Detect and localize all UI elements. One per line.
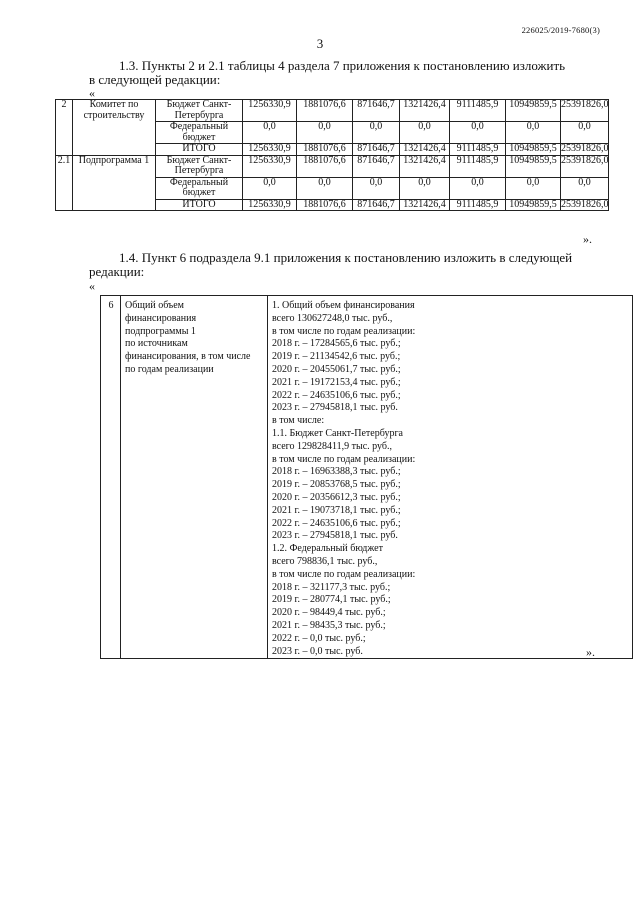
paragraph-line: 1.4. Пункт 6 подраздела 9.1 приложения к постановлению изложить в следующей [119,250,573,265]
value-cell: 1881076,6 [297,144,353,156]
close-quote: ». [586,645,595,659]
content-line: 2018 г. – 16963388,3 тыс. руб.; [272,466,401,478]
content-line: всего 130627248,0 тыс. руб., [272,312,393,324]
content-line: 2019 г. – 21134542,6 тыс. руб.; [272,351,401,363]
paragraph-1-4 [89,251,596,279]
value-cell: 0,0 [243,177,297,199]
funding-source: Федеральный бюджет [156,122,243,144]
value-cell: 0,0 [506,122,561,144]
value-cell: 1256330,9 [243,199,297,211]
content-line: в том числе по годам реализации: [272,453,416,465]
table-row [56,100,609,122]
content-line: 1.1. Бюджет Санкт-Петербурга [272,427,403,439]
content-line: 2018 г. – 321177,3 тыс. руб.; [272,581,391,593]
value-cell: 0,0 [450,122,506,144]
funding-source: Бюджет Санкт-Петербурга [156,155,243,177]
label-line: финансирования, в том числе [125,351,251,363]
funding-source: ИТОГО [156,144,243,156]
value-cell: 10949859,5 [506,199,561,211]
page-number: 3 [316,36,324,51]
subprogram-table [100,295,633,659]
table-row [56,155,609,177]
content-line: в том числе по годам реализации: [272,325,416,337]
content-line: 2018 г. – 17284565,6 тыс. руб.; [272,338,401,350]
value-cell: 25391826,0 [561,155,609,177]
content-line: 2023 г. – 0,0 тыс. руб. [272,645,363,657]
paragraph-line: редакции: [89,264,145,279]
item-number: 6 [101,296,121,659]
financing-table-4 [55,99,609,211]
value-cell: 10949859,5 [506,100,561,122]
value-cell: 871646,7 [353,144,400,156]
content-line: 1. Общий объем финансирования [272,300,415,311]
table-row [101,296,633,659]
content-line: 2023 г. – 27945818,1 тыс. руб. [272,402,398,414]
content-line: 2021 г. – 19172153,4 тыс. руб.; [272,376,401,388]
funding-source: Бюджет Санкт-Петербурга [156,100,243,122]
label-line: по годам реализации [125,363,214,375]
value-cell: 1321426,4 [400,144,450,156]
value-cell: 0,0 [400,122,450,144]
item-content [268,296,633,659]
value-cell: 9111485,9 [450,199,506,211]
content-line: 2019 г. – 20853768,5 тыс. руб.; [272,479,401,491]
content-line: всего 129828411,9 тыс. руб., [272,440,392,452]
content-line: 2020 г. – 20356612,3 тыс. руб.; [272,491,401,503]
value-cell: 9111485,9 [450,100,506,122]
document-number: 226025/2019-7680(3) [521,25,600,35]
open-quote: « [89,279,95,293]
row-name: Подпрограмма 1 [73,155,156,211]
value-cell: 1256330,9 [243,100,297,122]
content-line: 2019 г. – 280774,1 тыс. руб.; [272,594,391,606]
content-line: 2022 г. – 0,0 тыс. руб.; [272,632,366,644]
content-line: 2022 г. – 24635106,6 тыс. руб.; [272,389,401,401]
label-line: по источникам [125,338,188,350]
open-quote: « [89,86,95,100]
value-cell: 0,0 [450,177,506,199]
close-quote: ». [583,232,592,246]
value-cell: 1881076,6 [297,155,353,177]
value-cell: 0,0 [243,122,297,144]
content-line: в том числе: [272,415,325,427]
item-label [121,296,268,659]
value-cell: 0,0 [297,122,353,144]
label-line: Общий объем [125,300,184,311]
label-line: финансирования [125,312,197,324]
value-cell: 9111485,9 [450,155,506,177]
value-cell: 0,0 [561,177,609,199]
value-cell: 0,0 [353,122,400,144]
paragraph-line: 1.3. Пункты 2 и 2.1 таблицы 4 раздела 7 приложения к постановлению изложить [119,58,566,73]
row-name: Комитет по строительству [73,100,156,156]
value-cell: 1256330,9 [243,144,297,156]
paragraph-line: в следующей редакции: [89,72,221,87]
funding-source: ИТОГО [156,199,243,211]
value-cell: 25391826,0 [561,198,609,210]
content-line: в том числе по годам реализации: [272,568,416,580]
value-cell: 25391826,0 [561,143,609,154]
paragraph-1-3 [89,59,596,87]
value-cell: 0,0 [400,177,450,199]
row-number: 2 [56,100,73,156]
value-cell: 10949859,5 [506,155,561,177]
value-cell: 25391826,0 [561,100,609,122]
value-cell: 1881076,6 [297,100,353,122]
content-line: 2023 г. – 27945818,1 тыс. руб. [272,530,398,542]
value-cell: 1321426,4 [400,199,450,211]
value-cell: 871646,7 [353,199,400,211]
content-line: всего 798836,1 тыс. руб., [272,555,378,567]
label-line: подпрограммы 1 [125,325,196,337]
value-cell: 0,0 [297,177,353,199]
value-cell: 1881076,6 [297,199,353,211]
content-line: 1.2. Федеральный бюджет [272,543,383,555]
content-line: 2022 г. – 24635106,6 тыс. руб.; [272,517,401,529]
value-cell: 871646,7 [353,155,400,177]
content-line: 2020 г. – 98449,4 тыс. руб.; [272,607,386,619]
value-cell: 0,0 [561,122,609,144]
content-line: 2021 г. – 19073718,1 тыс. руб.; [272,504,401,516]
row-number: 2.1 [56,155,73,211]
value-cell: 1321426,4 [400,100,450,122]
value-cell: 9111485,9 [450,144,506,156]
value-cell: 10949859,5 [506,144,561,156]
value-cell: 1256330,9 [243,155,297,177]
value-cell: 871646,7 [353,100,400,122]
funding-source: Федеральный бюджет [156,177,243,199]
value-cell: 0,0 [506,177,561,199]
content-line: 2021 г. – 98435,3 тыс. руб.; [272,619,386,631]
value-cell: 0,0 [353,177,400,199]
content-line: 2020 г. – 20455061,7 тыс. руб.; [272,363,401,375]
value-cell: 1321426,4 [400,155,450,177]
